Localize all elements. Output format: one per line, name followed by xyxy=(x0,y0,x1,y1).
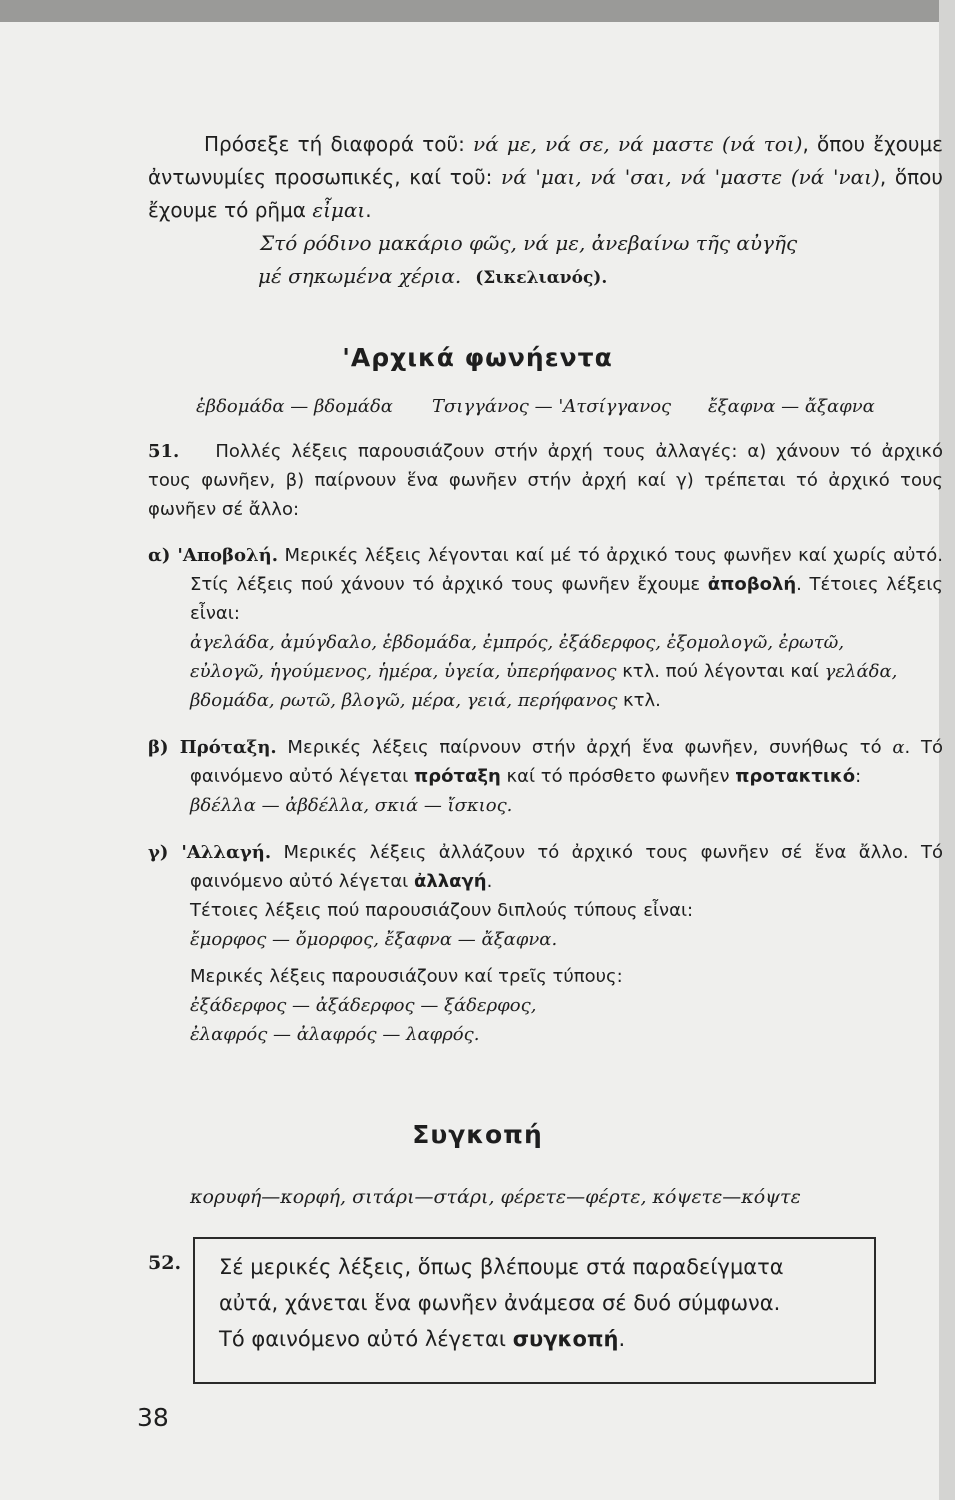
paragraph-number: 51. xyxy=(148,441,180,462)
verse-line-2: μέ σηκωμένα χέρια. (Σικελιανός). xyxy=(258,264,608,288)
subsection-label: α) 'Αποβολή. xyxy=(148,545,278,566)
page-number: 38 xyxy=(137,1403,169,1432)
example-2: Τσιγγάνος — 'Ατσίγγανος xyxy=(432,396,672,417)
verse-line-1: Στό ρόδινο μακάριο φῶς, νά με, ἀνεβαίνω τῆς αὐγῆς xyxy=(260,231,798,255)
subsection-label: γ) 'Αλλαγή. xyxy=(148,842,272,863)
subsection-label: β) Πρόταξη. xyxy=(148,737,277,758)
intro-paragraph: Πρόσεξε τή διαφορά τοῦ: νά με, νά σε, νά μαστε (νά τοι), ὅπου ἔχουμε ἀντωνυμίες προσωπικές, καί τοῦ: νά 'μαι, νά 'σαι, νά 'μαστε (νά 'ναι), ὅπου ἔχουμε τό ρῆμα εἶμαι. xyxy=(148,132,943,222)
rule-box: Σέ μερικές λέξεις, ὅπως βλέπουμε στά παραδείγματα αὐτά, χάνεται ἕνα φωνῆεν ἀνάμεσα σέ δυό σύμφωνα. Τό φαινόμενο αὐτό λέγεται συγκοπή. xyxy=(193,1237,876,1384)
subsection-protaxi: β) Πρόταξη. Μερικές λέξεις παίρνουν στήν ἀρχή ἕνα φωνῆεν, συνήθως τό α. Τό φαινόμενο αὐτό λέγεται πρόταξη καί τό πρόσθετο φωνῆεν προτακτικό: βδέλλα — ἀβδέλλα, σκιά — ἴσκιος. xyxy=(148,737,943,816)
section-title-syncope: Συγκοπή xyxy=(412,1120,543,1149)
example-1: ἑβδομάδα — βδομάδα xyxy=(196,396,393,417)
subsection-apovoli: α) 'Αποβολή. Μερικές λέξεις λέγονται καί μέ τό ἀρχικό τους φωνῆεν καί χωρίς αὐτό. Στίς λέξεις πού χάνουν τό ἀρχικό τους φωνῆεν ἔχουμε ἀποβολή. Τέτοιες λέξεις εἶναι: ἀγελάδα, ἀμύγδαλο, ἑβδομάδα, ἐμπρός, ἐξάδερφος, ἐξομολογῶ, ἐρωτῶ, εὐλογῶ, ἡγούμενος, ἡμέρα, ὑγεία, ὑπερήφανος κτλ. πού λέγονται καί γελάδα, βδομάδα, ρωτῶ, βλογῶ, μέρα, γειά, περήφανος κτλ. xyxy=(148,545,943,711)
subsection-allagi: γ) 'Αλλαγή. Μερικές λέξεις ἀλλάζουν τό ἀρχικό τους φωνῆεν σέ ἕνα ἄλλο. Τό φαινόμενο αὐτό λέγεται ἀλλαγή. Τέτοιες λέξεις πού παρουσιάζουν διπλούς τύπους εἶναι: ἔμορφος — ὄμορφος, ἔξαφνα — ἄξαφνα. Μερικές λέξεις παρουσιάζουν καί τρεῖς τύπους: ἐξάδερφος — ἀξάδερφος — ξάδερφος, ἐλαφρός — ἀλαφρός — λαφρός. xyxy=(148,842,943,1045)
paragraph-51: 51. Πολλές λέξεις παρουσιάζουν στήν ἀρχή τους ἀλλαγές: α) χάνουν τό ἀρχικό τους φωνῆεν, β) παίρνουν ἕνα φωνῆεν στήν ἀρχή καί γ) τρέπεται τό ἀρχικό τους φωνῆεν σέ ἄλλο: xyxy=(148,441,943,520)
section-title-initial-vowels: 'Αρχικά φωνήεντα xyxy=(342,343,613,372)
example-3: ἔξαφνα — ἄξαφνα xyxy=(708,396,875,417)
verse-author: (Σικελιανός). xyxy=(475,268,608,288)
intro-block xyxy=(148,128,943,295)
paragraph-number-52: 52. xyxy=(148,1252,182,1274)
syncope-examples: κορυφή—κορφή, σιτάρι—στάρι, φέρετε—φέρτε, κόψετε—κόψτε xyxy=(190,1186,801,1208)
